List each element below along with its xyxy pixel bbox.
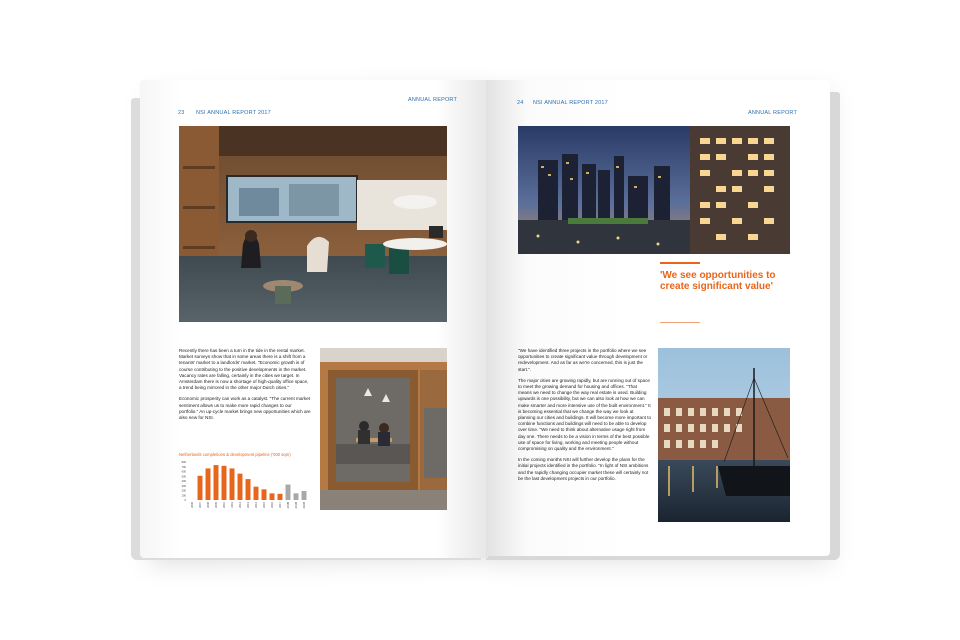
city-skyline-photo (518, 126, 790, 254)
y-tick-label: 800 (181, 461, 186, 464)
y-tick-label: 700 (181, 465, 186, 469)
y-tick-label: 300 (181, 484, 186, 488)
right-page (486, 80, 830, 556)
bar-2018f (286, 485, 291, 500)
bar-2010 (222, 466, 227, 500)
x-tick-label: 2017 (279, 502, 282, 508)
office-lounge-photo (179, 126, 447, 322)
right-header-right: ANNUAL REPORT (748, 110, 798, 116)
x-tick-label: 2008 (207, 502, 210, 508)
x-tick-label: 2016 (271, 502, 274, 508)
right-paragraph-2: The major cities are growing rapidly, but are running out of space to meet the growing demand for housing and offices. "That means we need to change the way real estate is used. Building upwards is one possibility, but we can also look at how we can make smarter and more intensive use of the built environment." It is becoming essential that we change the way we look at planning our cities and buildings. It will become more important to combine functions and buildings will need to be able to develop over time. "We need to think about alternative usage right from day one. There needs to be a vision in terms of the best possible use of space for living, working and meeting people without compromising on quality and the environment." (518, 377, 652, 452)
right-body-text (518, 348, 652, 487)
left-page (140, 80, 488, 558)
x-tick-label: 2014 (255, 502, 258, 508)
x-tick-label: 2007 (199, 502, 202, 508)
left-header-title: NSI ANNUAL REPORT 2017 (196, 110, 271, 116)
x-tick-label: 2011 (231, 502, 234, 508)
x-tick-label: 2009 (215, 502, 218, 508)
quote-rule-top (660, 262, 700, 264)
bar-2013 (246, 479, 251, 500)
bar-2017 (278, 494, 283, 500)
completions-bar-chart (176, 460, 312, 524)
left-paragraph-2: Economic prosperity can work as a catalyst. "The current market sentiment allows us to make more rapid changes to our portfolio." An up-cycle market brings new opportunities which are also new for NSI. (179, 396, 311, 421)
left-paragraph-1: Recently there has been a turn in the tide in the rental market. Market surveys show that in some areas there is a shift from a tenants' market to a landlords' market. "Economic growth is of course contributing to the positive developments in the market. Vacancy rates are falling, certainly in the cities we target. In Amsterdam there is now a shortage of high-quality office space, a trend being mirrored in the other major Dutch cities." (179, 348, 309, 391)
x-tick-label: 2019f (295, 502, 298, 509)
bar-2007 (198, 476, 203, 500)
left-body-text (179, 348, 311, 426)
chart-title: Netherlands completions & development pipeline ('000 sqm) (179, 452, 291, 457)
pull-quote: 'We see opportunities to create significant value' (660, 270, 776, 292)
y-tick-label: 0 (184, 499, 186, 502)
x-tick-label: 2006 (191, 502, 194, 508)
bar-2012 (238, 474, 243, 500)
x-tick-label: 2012 (239, 502, 242, 508)
bar-2016 (270, 493, 275, 500)
bar-2008 (206, 468, 211, 500)
y-tick-label: 100 (181, 494, 186, 498)
bar-2020f (302, 491, 307, 500)
bar-2019f (294, 493, 299, 500)
quote-rule-bottom (660, 322, 700, 323)
x-tick-label: 2015 (263, 502, 266, 508)
x-tick-label: 2013 (247, 502, 250, 508)
y-tick-label: 200 (181, 489, 186, 493)
right-page-number: 24 (517, 100, 524, 106)
bar-2011 (230, 468, 235, 500)
right-paragraph-1: "We have identified three projects in the portfolio where we see opportunities to create significant value through development or redevelopment. And as far as we're concerned, this is just the start.". (518, 348, 648, 372)
bar-2014 (254, 487, 259, 500)
x-tick-label: 2010 (223, 502, 226, 508)
y-tick-label: 600 (181, 470, 186, 474)
right-header-title: NSI ANNUAL REPORT 2017 (533, 100, 608, 106)
x-tick-label: 2020f (303, 502, 306, 509)
left-page-number: 23 (178, 110, 185, 116)
bar-2009 (214, 465, 219, 500)
y-tick-label: 500 (181, 475, 186, 479)
canal-building-photo (658, 348, 790, 522)
left-header-right: ANNUAL REPORT (408, 97, 458, 103)
right-paragraph-3: In the coming months NSI will further develop the plans for the initial projects identified in the portfolio. "In light of NSI ambitions and the rapidly changing occupier market these will certainly not be the last development projects in our portfolio. (518, 457, 649, 481)
meeting-booth-photo (320, 348, 447, 510)
x-tick-label: 2018f (287, 502, 290, 509)
y-tick-label: 400 (181, 480, 186, 483)
bar-2015 (262, 489, 267, 500)
